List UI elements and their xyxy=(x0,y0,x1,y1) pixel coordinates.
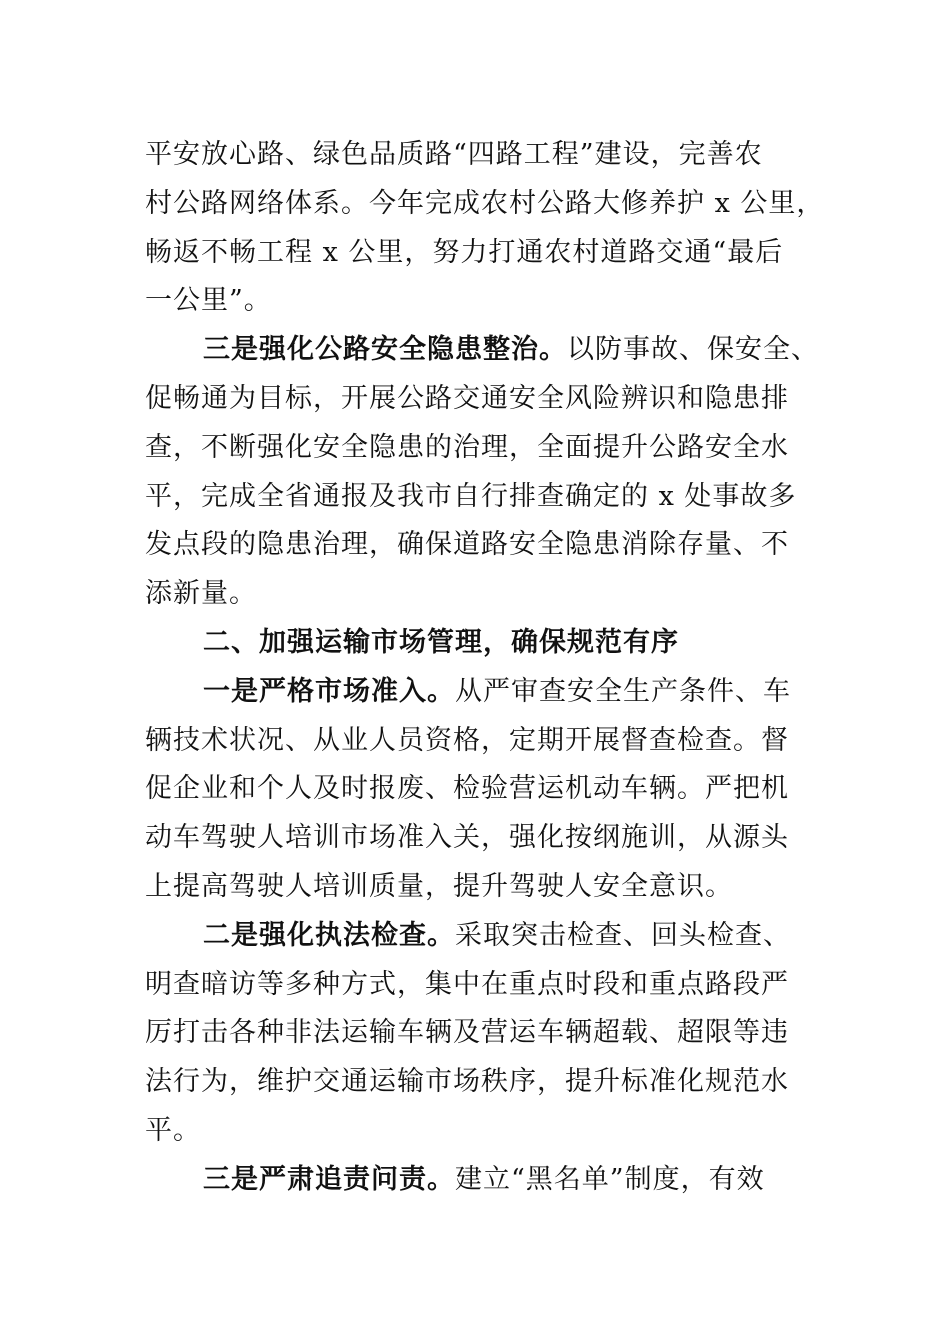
text-line: 发点段的隐患治理，确保道路安全隐患消除存量、不 xyxy=(145,529,789,561)
paragraph-market-access xyxy=(145,668,805,912)
paragraph-lead: 二是强化执法检查。 xyxy=(203,919,455,951)
paragraph-lead: 三是严肃追责问责。 xyxy=(203,1163,455,1195)
text-line: 一公里”。 xyxy=(145,285,272,317)
text-line: 添新量。 xyxy=(145,578,257,610)
text-fragment: 建立“黑名单”制度，有效 xyxy=(455,1163,765,1195)
text-line: 平，完成全省通报及我市自行排查确定的 x 处事故多 xyxy=(145,480,797,512)
text-line: 辆技术状况、从业人员资格，定期开展督查检查。督 xyxy=(145,724,789,756)
text-line xyxy=(145,912,805,961)
text-line: 畅返不畅工程 x 公里，努力打通农村道路交通“最后 xyxy=(145,236,784,268)
text-line: 促企业和个人及时报废、检验营运机动车辆。严把机 xyxy=(145,773,789,805)
paragraph-lead: 三是强化公路安全隐患整治。 xyxy=(203,334,567,366)
text-line xyxy=(145,668,805,717)
paragraph-lead: 一是严格市场准入。 xyxy=(203,675,455,707)
text-line: 村公路网络体系。今年完成农村公路大修养护 x 公里， xyxy=(145,187,825,219)
document-body xyxy=(145,131,825,1205)
text-line: 平。 xyxy=(145,1114,201,1146)
text-line: 动车驾驶人培训市场准入关，强化按纲施训，从源头 xyxy=(145,822,789,854)
text-line: 明查暗访等多种方式，集中在重点时段和重点路段严 xyxy=(145,968,789,1000)
section-heading-text: 二、加强运输市场管理，确保规范有序 xyxy=(203,626,679,658)
paragraph-road-safety-hazards xyxy=(145,326,819,619)
text-fragment: 以防事故、保安全、 xyxy=(567,334,819,366)
text-line xyxy=(145,326,819,375)
paragraph-rural-roads xyxy=(145,131,825,326)
paragraph-law-enforcement xyxy=(145,912,805,1156)
section-heading xyxy=(145,619,805,668)
text-line: 厉打击各种非法运输车辆及营运车辆超载、超限等违 xyxy=(145,1017,789,1049)
text-fragment: 从严审查安全生产条件、车 xyxy=(455,675,791,707)
text-line: 查，不断强化安全隐患的治理，全面提升公路安全水 xyxy=(145,431,789,463)
paragraph-accountability xyxy=(145,1156,805,1205)
text-line xyxy=(145,1156,805,1205)
text-fragment: 采取突击检查、回头检查、 xyxy=(455,919,791,951)
text-line: 法行为，维护交通运输市场秩序，提升标准化规范水 xyxy=(145,1066,789,1098)
text-line: 平安放心路、绿色品质路“四路工程”建设，完善农 xyxy=(145,139,763,170)
text-line: 促畅通为目标，开展公路交通安全风险辨识和隐患排 xyxy=(145,382,789,414)
text-line: 上提高驾驶人培训质量，提升驾驶人安全意识。 xyxy=(145,870,733,902)
